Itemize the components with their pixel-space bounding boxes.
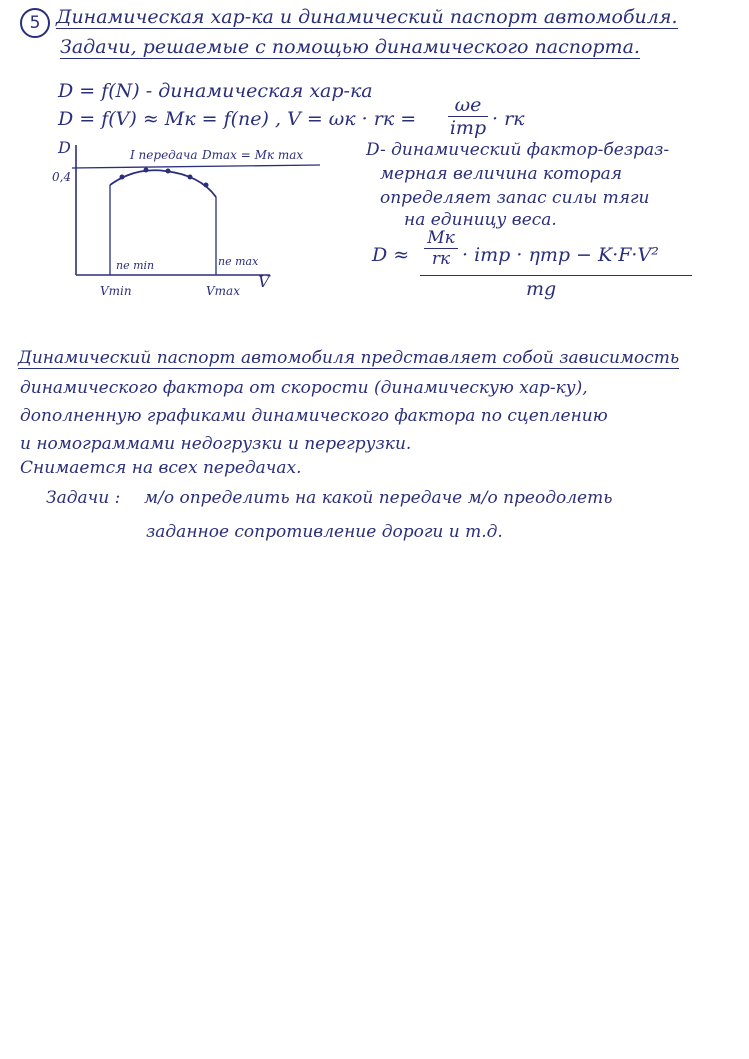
- definition-line-3: определяет запас силы тяги: [380, 188, 650, 208]
- velocity-fraction-top: ωe: [448, 94, 488, 117]
- curve-point: [144, 168, 149, 173]
- mk-rk-fraction-top: Mк: [424, 228, 458, 249]
- curve-point: [120, 175, 125, 180]
- big-formula-lhs: D ≈: [372, 244, 410, 266]
- formula-d-of-n: D = f(N) - динамическая хар-ка: [58, 80, 373, 102]
- definition-line-4: на единицу веса.: [404, 210, 557, 230]
- title-line-2: Задачи, решаемые с помощью динамического паспорта.: [60, 36, 640, 58]
- nemax-label: ne max: [218, 255, 259, 268]
- x-axis-label: V: [258, 272, 270, 291]
- section-number: 5: [20, 8, 50, 38]
- tasks-line-2: заданное сопротивление дороги и т.д.: [146, 522, 503, 542]
- formula-d-of-v: D = f(V) ≈ Mк = f(ne) , V = ωк · rк =: [58, 108, 417, 130]
- y-axis-label: D: [58, 138, 71, 157]
- mk-rk-fraction-bottom: rк: [431, 249, 451, 269]
- dynamic-characteristic-graph: [50, 135, 360, 305]
- title-line-1: Динамическая хар-ка и динамический паспорт автомобиля.: [56, 6, 678, 28]
- vmin-label: Vmin: [100, 284, 132, 298]
- big-formula-bar: [420, 275, 692, 276]
- definition-line-2: мерная величина которая: [380, 164, 623, 184]
- dmax-line: [72, 165, 320, 168]
- paragraph-line-3: дополненную графиками динамического фактора по сцеплению: [20, 406, 608, 426]
- gear-curve: [110, 170, 216, 197]
- paragraph-line-5: Снимается на всех передачах.: [20, 458, 302, 478]
- paragraph-line-2: динамического фактора от скорости (динамическую хар-ку),: [20, 378, 588, 398]
- big-formula-denominator: mg: [526, 278, 557, 300]
- tasks-label: Задачи :: [46, 488, 121, 508]
- curve-point: [204, 183, 209, 188]
- velocity-fraction: [448, 94, 488, 139]
- curve-point: [166, 169, 171, 174]
- vmax-label: Vmax: [206, 284, 240, 298]
- y-tick-label: 0,4: [52, 170, 72, 184]
- paragraph-line-4: и номограммами недогрузки и перегрузки.: [20, 434, 412, 454]
- nemin-label: ne min: [116, 259, 155, 272]
- gear-label: I передача: [130, 148, 198, 162]
- velocity-fraction-bottom: iтр: [449, 117, 487, 139]
- dmax-label: Dmax = Mк max: [202, 148, 304, 162]
- curve-point: [188, 175, 193, 180]
- big-formula-rest: · iтр · ηтр − K·F·V²: [462, 244, 659, 266]
- definition-line-1: D- динамический фактор-безраз-: [366, 140, 670, 160]
- tasks-line-1: м/о определить на какой передаче м/о преодолеть: [144, 488, 613, 508]
- paragraph-line-1: Динамический паспорт автомобиля представляет собой зависимость: [18, 348, 680, 368]
- mk-rk-fraction: [424, 228, 458, 269]
- formula-v-tail: · rк: [492, 108, 525, 130]
